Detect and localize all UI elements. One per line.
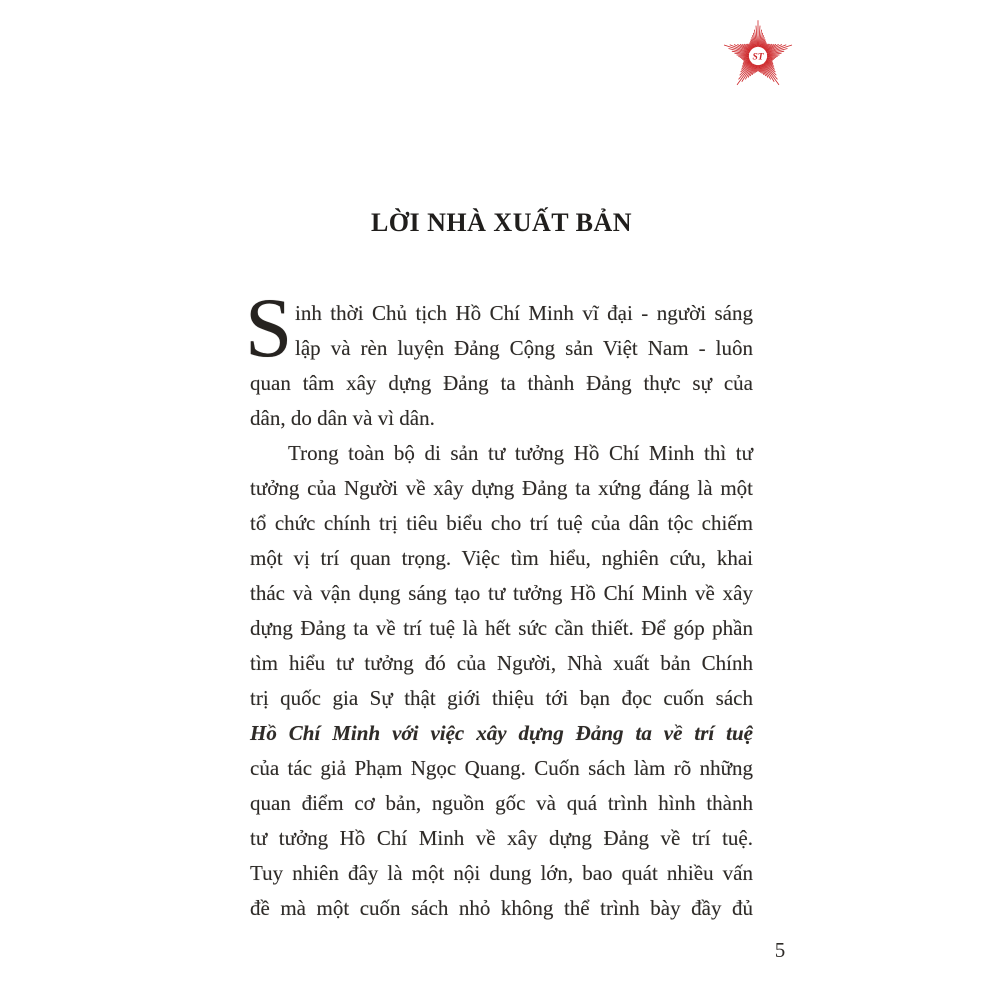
text-line: lập và rèn luyện Đảng Cộng sản Việt Nam - luôn <box>295 336 753 360</box>
text-line: tìm hiểu tư tưởng đó của Người, Nhà xuất bản Chính <box>250 651 753 675</box>
text-line: một vị trí quan trọng. Việc tìm hiểu, nghiên cứu, khai <box>250 546 753 570</box>
text-line: dân, do dân và vì dân. <box>250 406 435 430</box>
logo-monogram: ST <box>752 52 764 63</box>
text-line: quan tâm xây dựng Đảng ta thành Đảng thực sự của <box>250 371 753 395</box>
text-line: quan điểm cơ bản, nguồn gốc và quá trình hình thành <box>250 791 753 815</box>
referenced-book-title: Hồ Chí Minh với việc xây dựng Đảng ta về trí tuệ <box>250 721 753 745</box>
text-line: đề mà một cuốn sách nhỏ không thể trình bày đầy đủ <box>250 896 753 920</box>
drop-cap: S <box>245 281 293 375</box>
publisher-logo <box>720 18 796 94</box>
text-line: dựng Đảng ta về trí tuệ là hết sức cần thiết. Để góp phần <box>250 616 753 640</box>
text-line: tưởng của Người về xây dựng Đảng ta xứng đáng là một <box>250 476 753 500</box>
text-line: inh thời Chủ tịch Hồ Chí Minh vĩ đại - người sáng <box>295 301 753 325</box>
text-line: trị quốc gia Sự thật giới thiệu tới bạn đọc cuốn sách <box>250 686 753 710</box>
body-text <box>245 281 753 926</box>
text-line: thác và vận dụng sáng tạo tư tưởng Hồ Chí Minh về xây <box>250 581 753 605</box>
text-line: của tác giả Phạm Ngọc Quang. Cuốn sách làm rõ những <box>250 756 753 780</box>
text-line: tổ chức chính trị tiêu biểu cho trí tuệ của dân tộc chiếm <box>250 511 753 535</box>
text-line: tư tưởng Hồ Chí Minh về xây dựng Đảng về trí tuệ. <box>250 826 753 850</box>
text-line: Tuy nhiên đây là một nội dung lớn, bao quát nhiều vấn <box>250 861 753 885</box>
page-number: 5 <box>774 938 786 962</box>
star-burst-icon <box>720 18 796 94</box>
text-line: Trong toàn bộ di sản tư tưởng Hồ Chí Minh thì tư <box>288 441 753 465</box>
page-title: LỜI NHÀ XUẤT BẢN <box>370 208 633 237</box>
